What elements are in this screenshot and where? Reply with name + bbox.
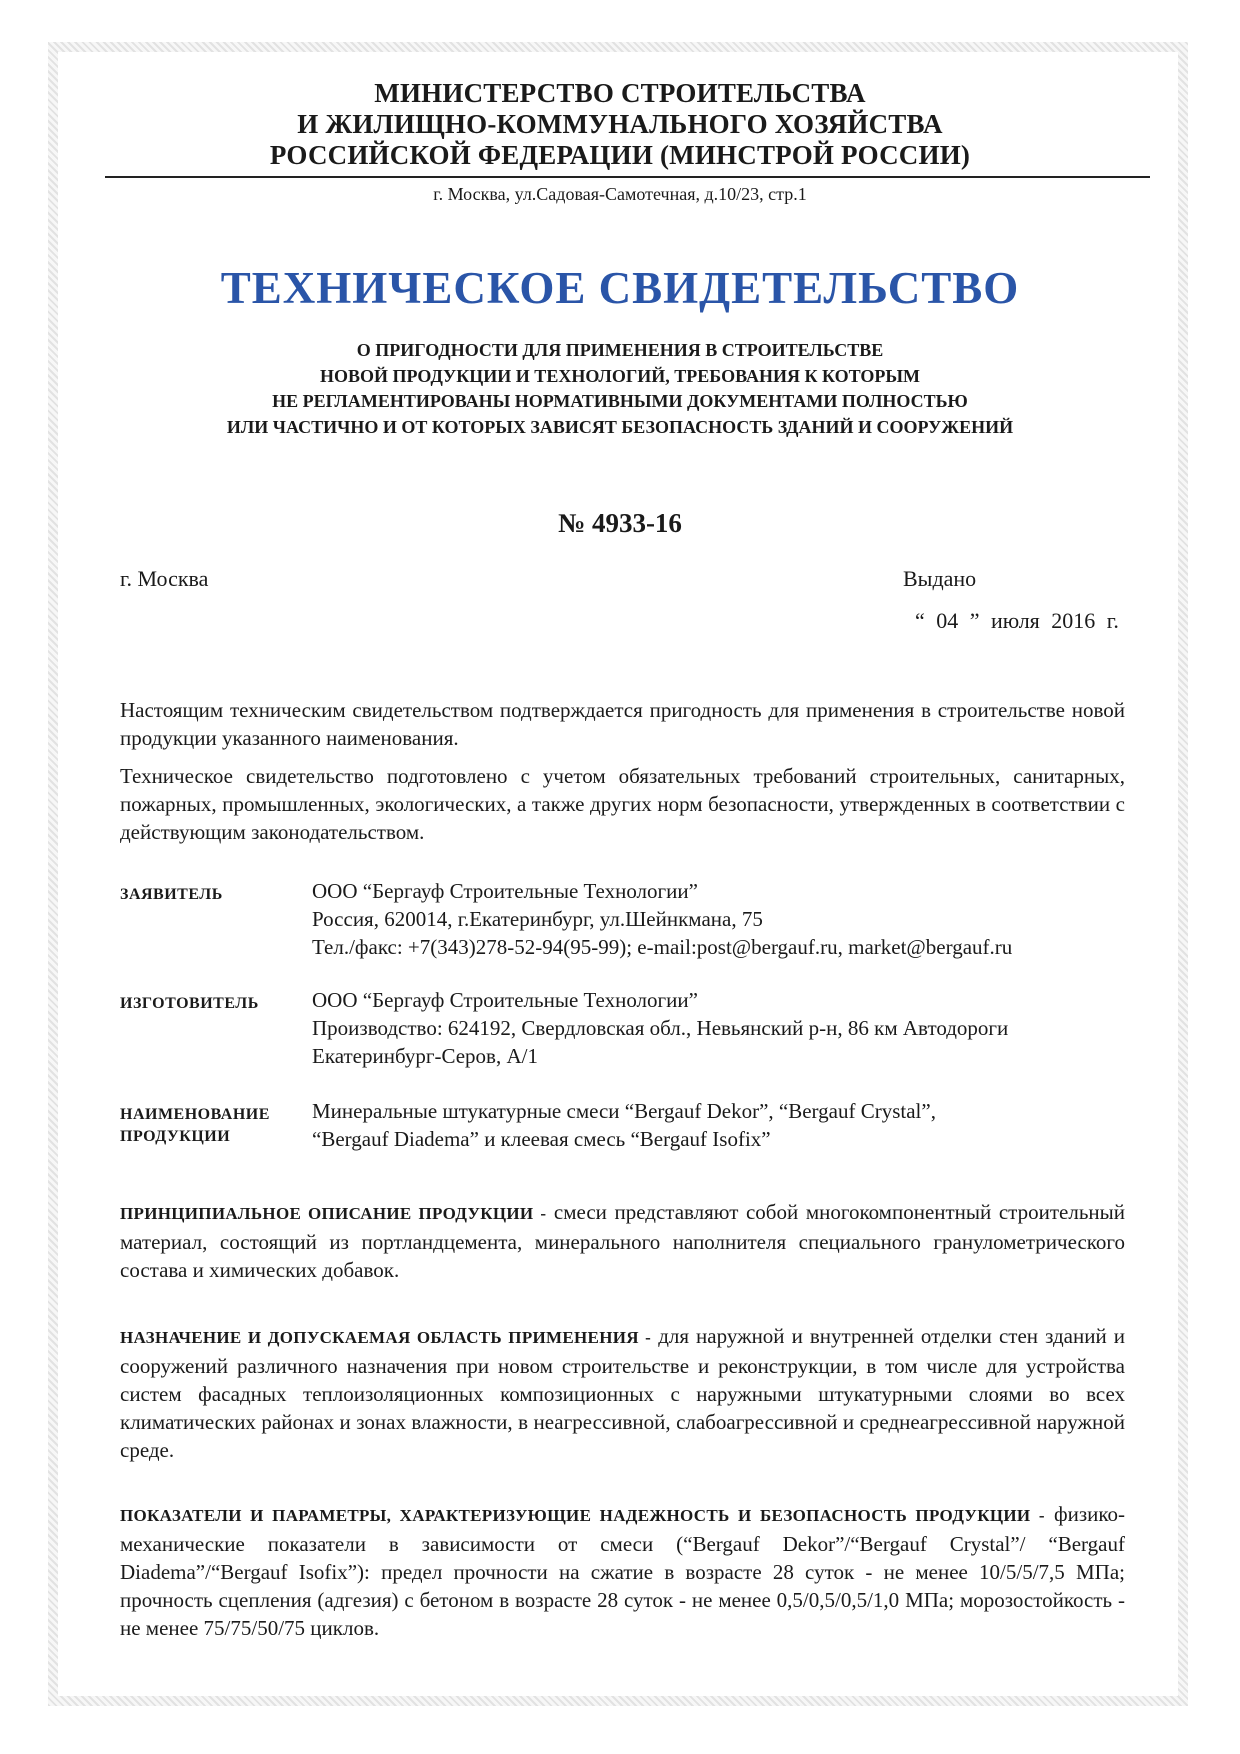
product-label: [120, 1104, 270, 1148]
description-text: смеси представляют собой многокомпонентный строительный материал, состоящий из портландцемента, минерального наполнителя специального гранулометрического состава и химических добавок.: [120, 1200, 1125, 1282]
subtitle-line-3: НЕ РЕГЛАМЕНТИРОВАНЫ НОРМАТИВНЫМИ ДОКУМЕНТАМИ ПОЛНОСТЬЮ: [272, 391, 968, 411]
subtitle-line-4: ИЛИ ЧАСТИЧНО И ОТ КОТОРЫХ ЗАВИСЯТ БЕЗОПАСНОСТЬ ЗДАНИЙ И СООРУЖЕНИЙ: [226, 416, 1014, 437]
product-name-line-2: “Bergauf Diadema” и клеевая смесь “Bergauf Isofix”: [312, 1127, 771, 1151]
issued-label: Выдано: [903, 566, 977, 591]
purpose-text: для наружной и внутренней отделки стен зданий и сооружений различного назначения при новом строительстве и реконструкции, в том числе для устройства систем фасадных теплоизоляционных композиционных с наружными штукатурными слоями во всех климатических районах и зонах влажности, в неагрессивной, слабоагрессивной и среднеагрессивной наружной среде.: [120, 1324, 1126, 1462]
document-title: ТЕХНИЧЕСКОЕ СВИДЕТЕЛЬСТВО: [220, 263, 1020, 313]
ministry-address: г. Москва, ул.Садовая-Самотечная, д.10/23, стр.1: [433, 184, 807, 204]
product-label-line-2: ПРОДУКЦИИ: [120, 1128, 231, 1145]
manufacturer-label: ИЗГОТОВИТЕЛЬ: [120, 995, 259, 1012]
applicant-contacts: Тел./факс: +7(343)278-52-94(95-99); e-mail:post@bergauf.ru, market@bergauf.ru: [312, 935, 1013, 959]
purpose-heading: НАЗНАЧЕНИЕ И ДОПУСКАЕМАЯ ОБЛАСТЬ ПРИМЕНЕНИЯ -: [120, 1328, 652, 1347]
certificate-number: № 4933-16: [558, 508, 682, 538]
ministry-line-2: И ЖИЛИЩНО-КОММУНАЛЬНОГО ХОЗЯЙСТВА: [297, 109, 943, 139]
product-label-line-1: НАИМЕНОВАНИЕ: [120, 1106, 270, 1123]
parameters-heading: ПОКАЗАТЕЛИ И ПАРАМЕТРЫ, ХАРАКТЕРИЗУЮЩИЕ НАДЕЖНОСТЬ И БЕЗОПАСНОСТЬ ПРОДУКЦИИ -: [120, 1506, 1045, 1525]
product-name: [312, 1097, 936, 1153]
issue-city: г. Москва: [120, 566, 209, 591]
intro-paragraph: Настоящим техническим свидетельством подтверждается пригодность для применения в строительстве новой продукции указанного наименования.: [120, 698, 1125, 750]
requirements-paragraph: Техническое свидетельство подготовлено с учетом обязательных требований строительных, санитарных, пожарных, промышленных, экологических, а также других норм безопасности, утвержденных в соответствии с действующим законодательством.: [120, 764, 1125, 844]
ministry-header: [0, 78, 1240, 171]
ministry-line-3: РОССИЙСКОЙ ФЕДЕРАЦИИ (МИНСТРОЙ РОССИИ): [269, 140, 971, 170]
subtitle-line-2: НОВОЙ ПРОДУКЦИИ И ТЕХНОЛОГИЙ, ТРЕБОВАНИЯ К КОТОРЫМ: [319, 365, 921, 386]
parameters-section: [120, 1500, 1125, 1642]
manufacturer-name: ООО “Бергауф Строительные Технологии”: [312, 988, 698, 1012]
applicant-label: ЗАЯВИТЕЛЬ: [120, 886, 223, 903]
product-name-line-1: Минеральные штукатурные смеси “Bergauf Dekor”, “Bergauf Crystal”,: [312, 1099, 936, 1123]
manufacturer-address-cont: Екатеринбург-Серов, А/1: [312, 1044, 538, 1068]
issued-date: “ 04 ” июля 2016 г.: [915, 608, 1119, 633]
ministry-line-1: МИНИСТЕРСТВО СТРОИТЕЛЬСТВА: [374, 78, 866, 108]
applicant-address: Россия, 620014, г.Екатеринбург, ул.Шейнкмана, 75: [312, 907, 763, 931]
subtitle-line-1: О ПРИГОДНОСТИ ДЛЯ ПРИМЕНЕНИЯ В СТРОИТЕЛЬСТВЕ: [356, 340, 884, 360]
document-subtitle: [0, 338, 1240, 440]
header-divider: [105, 176, 1150, 178]
applicant-name: ООО “Бергауф Строительные Технологии”: [312, 879, 698, 903]
manufacturer-details: [312, 986, 1008, 1070]
purpose-section: [120, 1322, 1125, 1464]
parameters-text: физико-механические показатели в зависимости от смеси (“Bergauf Dekor”/“Bergauf Crystal”/ “Bergauf Diadema”/“Bergauf Isofix”): предел прочности на сжатие в возрасте 28 суток - не менее 10/5/5/7,5 МПа; прочность сцепления (адгезия) с бетоном в возрасте 28 суток - не менее 0,5/0,5/0,5/1,0 МПа; морозостойкость - не менее 75/75/50/75 циклов.: [120, 1502, 1126, 1640]
manufacturer-address: Производство: 624192, Свердловская обл., Невьянский р-н, 86 км Автодороги: [312, 1016, 1009, 1040]
description-heading: ПРИНЦИПИАЛЬНОЕ ОПИСАНИЕ ПРОДУКЦИИ -: [120, 1204, 547, 1223]
description-section: [120, 1198, 1125, 1284]
applicant-details: [312, 877, 1012, 961]
